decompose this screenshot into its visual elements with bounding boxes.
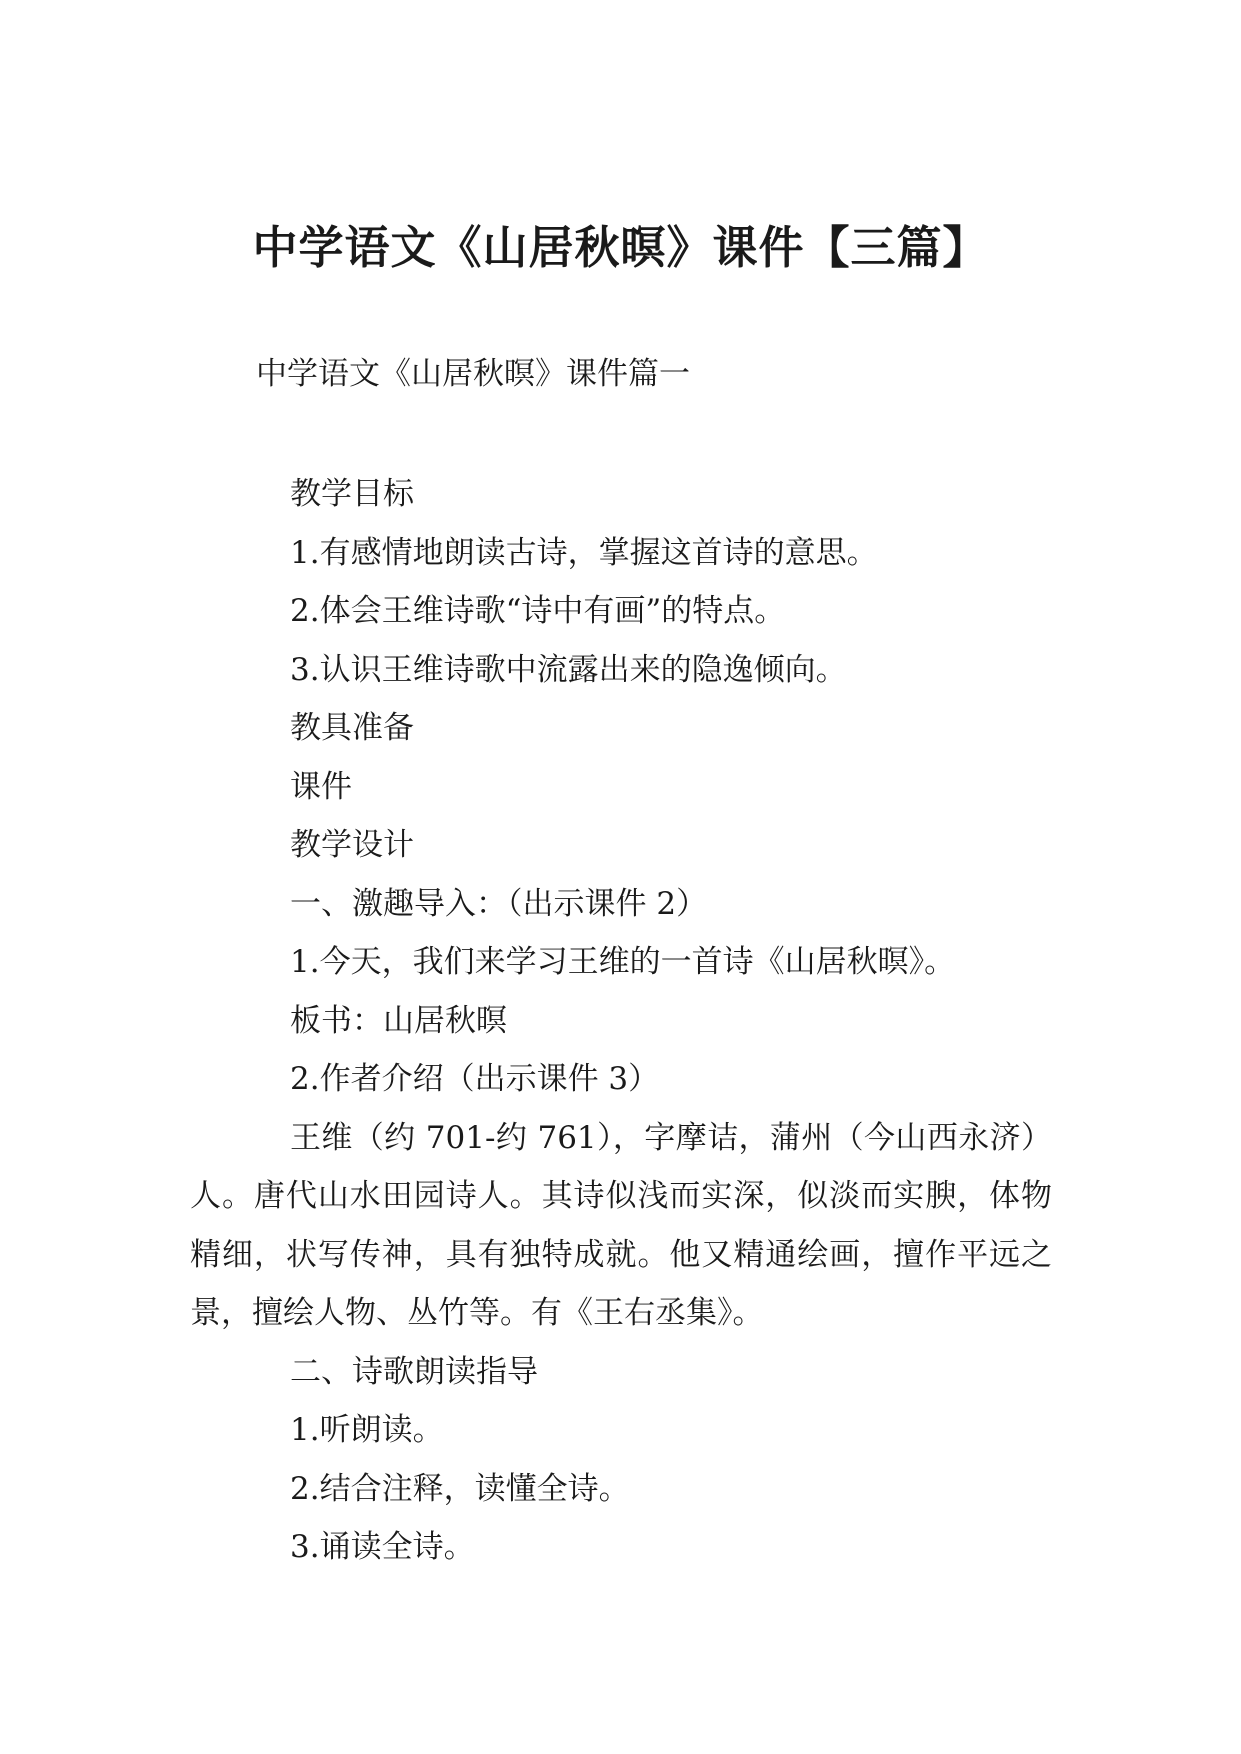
section-heading: 中学语文《山居秋暝》课件篇一 xyxy=(256,356,690,392)
step-heading-2: 二、诗歌朗读指导 xyxy=(290,1353,538,1390)
author-paragraph: 王维（约 701-约 761），字摩诘，蒲州（今山西永济）人。唐代山水田园诗人。其诗似浅而实深，似淡而实腴，体物精细，状写传神，具有独特成就。他又精通绘画，擅作平远之景，擅绘人物、丛竹等。有《王右丞集》。 xyxy=(190,1119,1052,1331)
step-2-item-1: 1.听朗读。 xyxy=(290,1412,444,1448)
step-2-item-2: 2.结合注释，读懂全诗。 xyxy=(290,1470,630,1507)
step-heading-1: 一、激趣导入：（出示课件 2） xyxy=(290,885,708,922)
step-1-item-2: 2.作者介绍（出示课件 3） xyxy=(290,1061,660,1097)
heading-teaching-goals: 教学目标 xyxy=(290,476,414,512)
heading-teaching-aids: 教具准备 xyxy=(290,710,414,746)
goal-item-3: 3.认识王维诗歌中流露出来的隐逸倾向。 xyxy=(290,651,847,688)
heading-teaching-design: 教学设计 xyxy=(290,827,414,863)
step-1-item-1: 1.今天，我们来学习王维的一首诗《山居秋暝》。 xyxy=(290,944,956,980)
teaching-aid-item: 课件 xyxy=(290,768,352,805)
goal-item-1: 1.有感情地朗读古诗，掌握这首诗的意思。 xyxy=(290,534,878,571)
document-title: 中学语文《山居秋暝》课件【三篇】 xyxy=(252,221,989,274)
blackboard-note: 板书：山居秋暝 xyxy=(290,1002,507,1039)
document-body xyxy=(190,465,1052,1577)
step-2-item-3: 3.诵读全诗。 xyxy=(290,1529,475,1565)
goal-item-2: 2.体会王维诗歌“诗中有画”的特点。 xyxy=(290,593,786,629)
